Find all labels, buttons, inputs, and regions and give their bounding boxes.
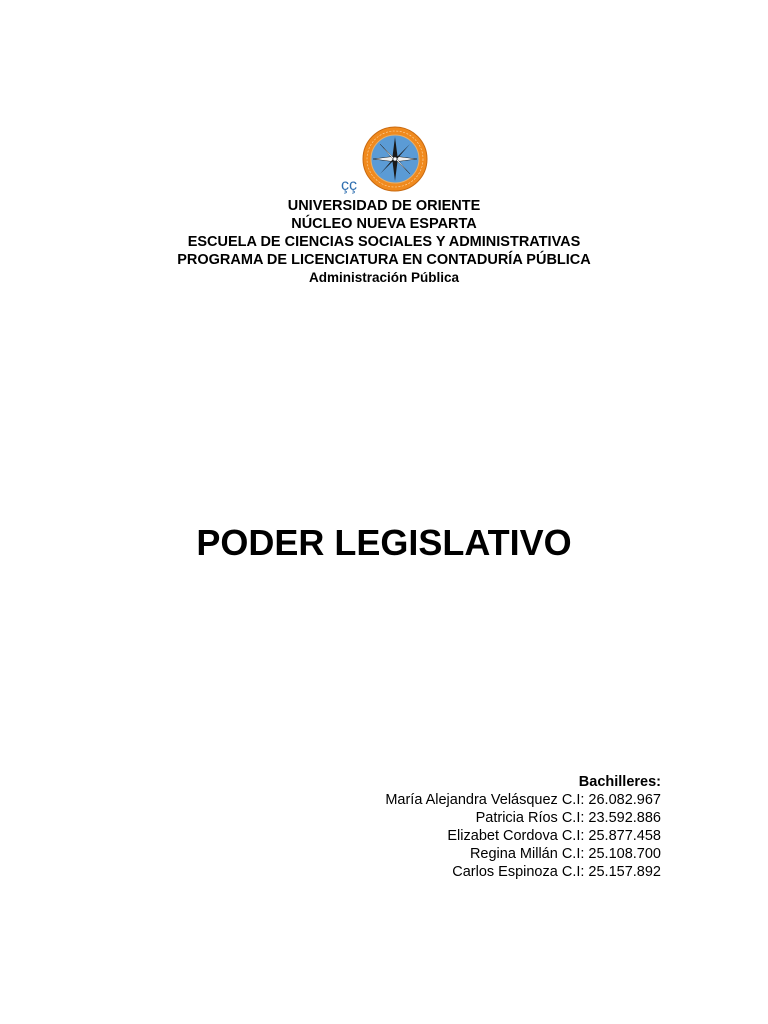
document-title: PODER LEGISLATIVO <box>196 522 572 563</box>
students-heading: Bachilleres: <box>578 774 661 790</box>
compass-rose-icon <box>362 126 428 192</box>
student-entry: Elizabet Cordova C.I: 25.877.458 <box>447 828 661 844</box>
student-entry: Carlos Espinoza C.I: 25.157.892 <box>452 864 661 880</box>
stray-glyph-mark: çç <box>341 177 357 194</box>
campus-name: NÚCLEO NUEVA ESPARTA <box>291 216 477 232</box>
student-entry: María Alejandra Velásquez C.I: 26.082.967 <box>385 792 661 808</box>
student-entry: Regina Millán C.I: 25.108.700 <box>469 846 661 862</box>
university-seal-logo <box>362 126 428 192</box>
university-name: UNIVERSIDAD DE ORIENTE <box>287 198 481 214</box>
department-name: Administración Pública <box>308 270 460 285</box>
student-entry: Patricia Ríos C.I: 23.592.886 <box>475 810 661 826</box>
students-block <box>385 773 661 881</box>
school-name: ESCUELA DE CIENCIAS SOCIALES Y ADMINISTRATIVAS <box>187 234 581 250</box>
institution-header <box>0 197 768 287</box>
program-name: PROGRAMA DE LICENCIATURA EN CONTADURÍA PÚBLICA <box>177 252 591 268</box>
